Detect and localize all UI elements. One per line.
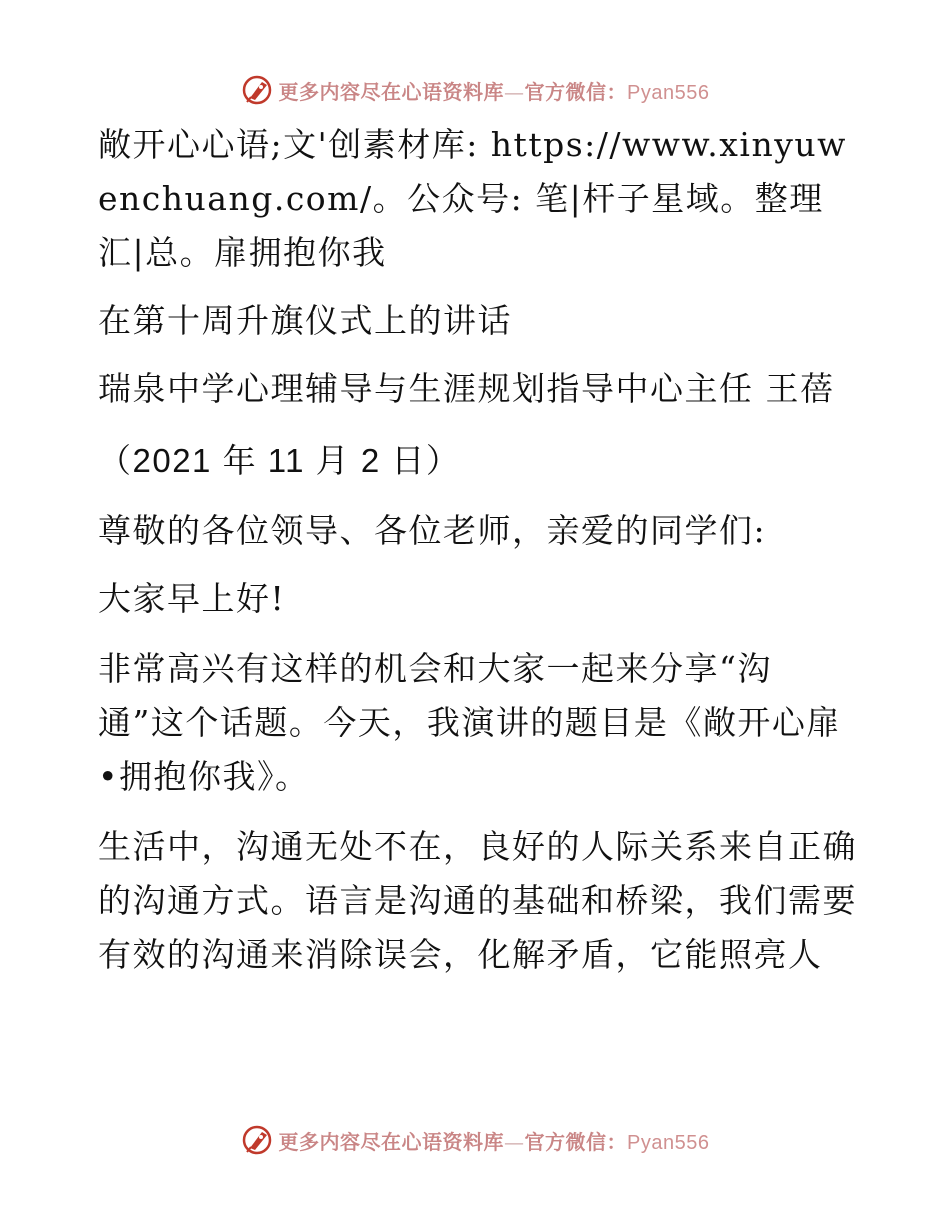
header-note: 敞开心心语;文'创素材库: https://www.xinyuwenchuang.com/。公众号: 笔|杆子星域。整理汇|总。扉拥抱你我 <box>98 125 847 272</box>
banner-text <box>279 1126 710 1155</box>
pen-nib-logo-icon <box>241 1123 275 1157</box>
greeting: 尊敬的各位领导、各位老师，亲爱的同学们: <box>98 511 767 550</box>
banner-main-text: 更多内容尽在心语资料库 <box>278 1129 505 1154</box>
speech-author: 瑞泉中学心理辅导与生涯规划指导中心主任 王蓓 <box>98 369 835 408</box>
speech-date: （2021 年 11 月 2 日） <box>98 442 461 479</box>
body-paragraph-2: 生活中，沟通无处不在，良好的人际关系来自正确的沟通方式。语言是沟通的基础和桥梁，我们需要有效的沟通来消除误会，化解矛盾，它能照亮人 <box>98 827 857 974</box>
banner-separator: — <box>504 79 525 104</box>
banner-wechat-label: 官方微信： <box>524 1129 628 1154</box>
pen-nib-logo-icon <box>241 73 275 107</box>
banner-main-text: 更多内容尽在心语资料库 <box>278 79 505 104</box>
banner-wechat-label: 官方微信： <box>524 79 628 104</box>
body-paragraph-1: 非常高兴有这样的机会和大家一起来分享“沟通”这个话题。今天，我演讲的题目是《敞开心扉•拥抱你我》。 <box>98 649 841 796</box>
bottom-banner <box>0 1120 950 1160</box>
morning-greeting: 大家早上好! <box>98 579 286 618</box>
top-banner <box>0 70 950 110</box>
document-body <box>98 118 858 982</box>
banner-separator: — <box>504 1129 525 1154</box>
banner-wechat-id: Pyan556 <box>627 1131 710 1154</box>
banner-wechat-id: Pyan556 <box>627 81 710 104</box>
speech-title: 在第十周升旗仪式上的讲话 <box>98 301 512 340</box>
banner-text <box>279 76 710 105</box>
